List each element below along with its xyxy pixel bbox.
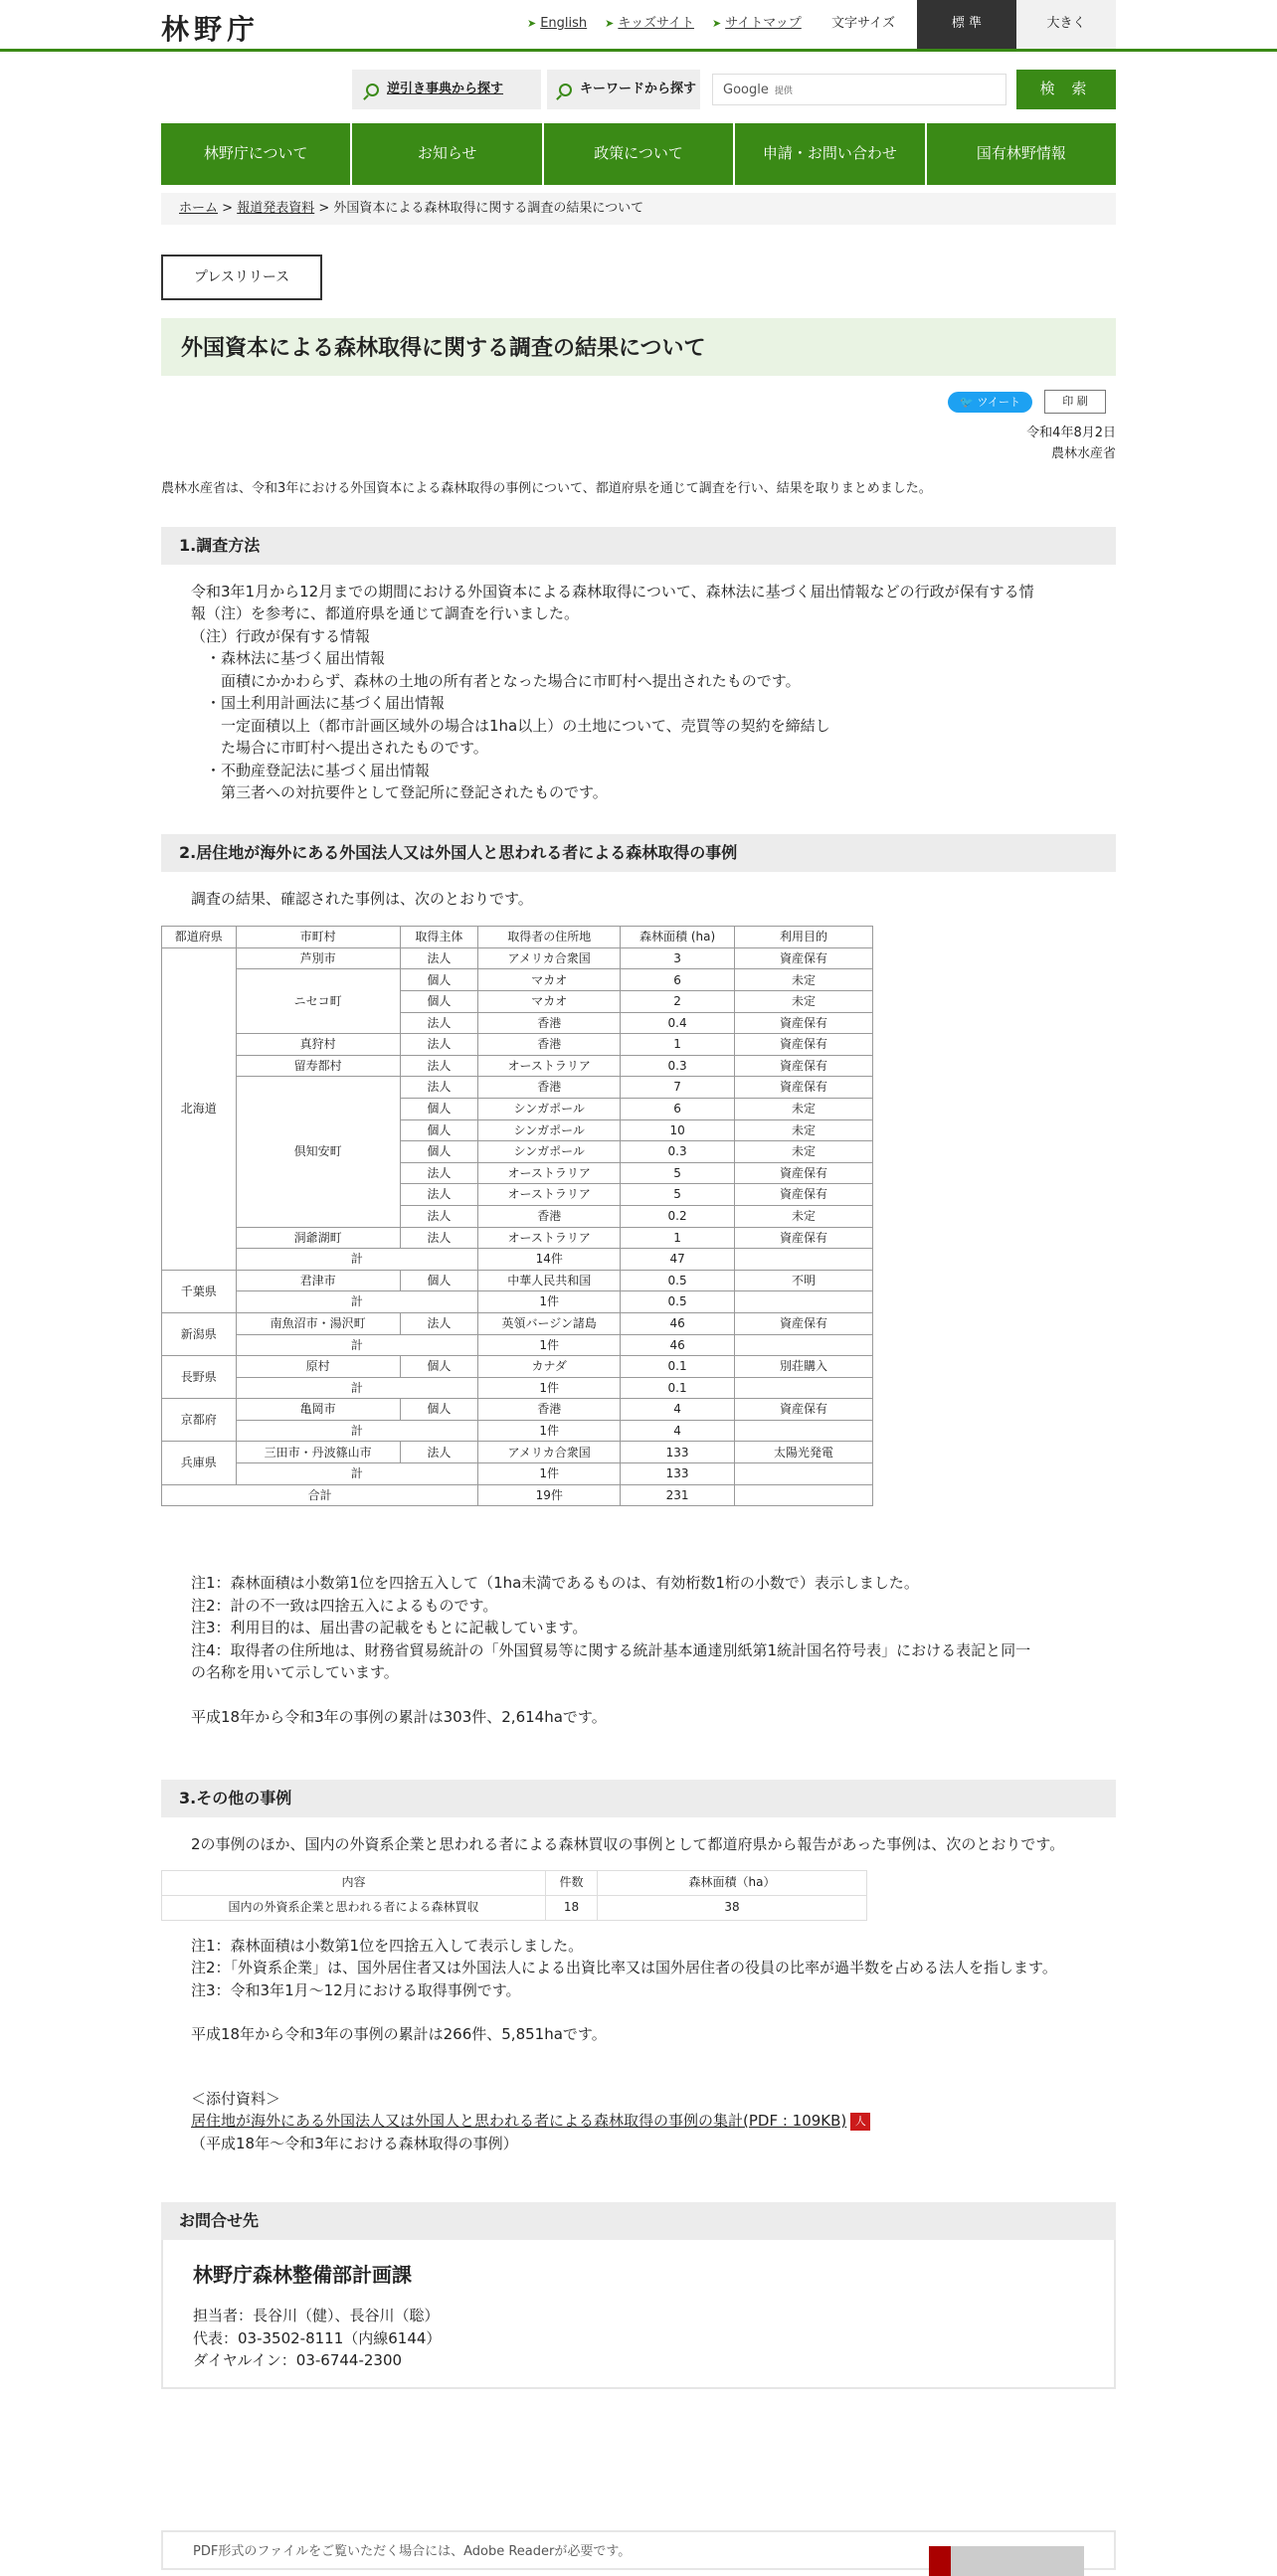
page-title: 外国資本による森林取得に関する調査の結果について	[161, 318, 1116, 376]
method-line: 令和3年1月から12月までの期間における外国資本による森林取得について、森林法に基づく届出情報などの行政が保有する情	[191, 582, 1034, 601]
subtotal-row	[162, 1463, 873, 1485]
table-cell: 個人	[400, 1141, 478, 1163]
font-size-standard-button[interactable]: 標 準	[917, 0, 1016, 49]
subtotal-area: 0.1	[621, 1377, 735, 1399]
table-cell: オーストラリア	[478, 1184, 621, 1206]
method-line: 面積にかかわらず、森林の土地の所有者となった場合に市町村へ提出されたものです。	[191, 671, 801, 690]
table-cell: 個人	[400, 1270, 478, 1291]
municipality-cell: 芦別市	[236, 947, 400, 969]
attachment-block	[161, 2088, 1116, 2155]
table-cell: 3	[621, 947, 735, 969]
subtotal-count: 14件	[478, 1249, 621, 1271]
table-cell: 資産保有	[735, 947, 873, 969]
adobe-reader-banner[interactable]	[929, 2546, 1084, 2576]
table-cell: 未定	[735, 1119, 873, 1141]
subtotal-count: 1件	[478, 1291, 621, 1313]
attachment-note: （平成18年～令和3年における森林取得の事例）	[191, 2134, 518, 2152]
table-header: 市町村	[236, 927, 400, 948]
table-cell: 未定	[735, 1205, 873, 1227]
contact-section	[161, 2202, 1116, 2389]
search-submit-button[interactable]: 検 索	[1016, 70, 1116, 109]
foreign-cases-notes	[161, 1572, 1116, 1684]
prefecture-cell: 新潟県	[162, 1312, 237, 1355]
note-line: 注1：森林面積は小数第1位を四捨五入して（1ha未満であるものは、有効桁数1桁の小数で）表示しました。	[191, 1574, 919, 1593]
table-cell: 6	[621, 1098, 735, 1119]
prefecture-cell: 北海道	[162, 947, 237, 1270]
table-cell: 0.1	[621, 1356, 735, 1378]
search-input[interactable]: Google 提供	[712, 74, 1006, 105]
index-search-button[interactable]: 逆引き事典から探す	[352, 70, 541, 109]
chevron-right-icon: ➤	[527, 17, 537, 30]
contact-org: 林野庁森林整備部計画課	[193, 2263, 412, 2288]
table-row	[162, 1312, 873, 1334]
table-header: 森林面積 (ha)	[621, 927, 735, 948]
table-cell: 個人	[400, 991, 478, 1013]
grand-total-area: 231	[621, 1484, 735, 1506]
table-header-row	[162, 1870, 867, 1895]
table-cell: 資産保有	[735, 1162, 873, 1184]
contact-person: 担当者：長谷川（健）、長谷川（聡）	[193, 2307, 440, 2325]
table-cell: 未定	[735, 1098, 873, 1119]
global-nav	[161, 123, 1116, 185]
main-content	[161, 255, 1116, 2389]
note-line: 注2：「外資系企業」は、国外居住者又は外国法人による出資比率又は国外居住者の役員の比率が過半数を占める法人を指します。	[191, 1959, 1057, 1977]
subtotal-label: 計	[236, 1420, 478, 1442]
table-cell: 46	[621, 1312, 735, 1334]
foreign-cumulative: 平成18年から令和3年の事例の累計は303件、2,614haです。	[191, 1707, 607, 1726]
table-row	[162, 1055, 873, 1077]
table-row	[162, 1399, 873, 1421]
section-heading-foreign-cases: 2.居住地が海外にある外国法人又は外国人と思われる者による森林取得の事例	[161, 834, 1116, 872]
empty-cell	[735, 1334, 873, 1356]
table-row	[162, 1270, 873, 1291]
table-cell: 4	[621, 1399, 735, 1421]
breadcrumb-home[interactable]: ホーム	[179, 201, 219, 216]
utility-links	[527, 14, 802, 34]
press-release-badge: プレスリリース	[161, 255, 322, 300]
table-cell: 個人	[400, 1119, 478, 1141]
table-cell: 香港	[478, 1012, 621, 1034]
municipality-cell: 洞爺湖町	[236, 1227, 400, 1249]
table-header: 取得者の住所地	[478, 927, 621, 948]
method-line: ・不動産登記法に基づく届出情報	[191, 761, 431, 779]
table-cell: 0.5	[621, 1270, 735, 1291]
subtotal-area: 4	[621, 1420, 735, 1442]
subtotal-count: 1件	[478, 1463, 621, 1485]
table-cell: 資産保有	[735, 1055, 873, 1077]
contact-direct: ダイヤルイン：03-6744-2300	[193, 2351, 403, 2370]
table-row	[162, 947, 873, 969]
table-cell: 法人	[400, 1012, 478, 1034]
lead-text: 農林水産省は、令和3年における外国資本による森林取得の事例について、都道府県を通じて調査を行い、結果を取りまとめました。	[161, 480, 932, 496]
table-cell: 法人	[400, 1162, 478, 1184]
attachment-pdf-link[interactable]: 居住地が海外にある外国法人又は外国人と思われる者による森林取得の事例の集計(PDF : 109KB)	[191, 2112, 847, 2131]
empty-cell	[735, 1463, 873, 1485]
table-cell: 6	[621, 969, 735, 991]
ministry-name: 農林水産省	[1050, 445, 1116, 461]
table-cell: 10	[621, 1119, 735, 1141]
section-foreign-intro: 調査の結果、確認された事例は、次のとおりです。	[191, 889, 533, 908]
grand-total-label: 合計	[162, 1484, 478, 1506]
table-cell: 法人	[400, 1034, 478, 1056]
table-cell: マカオ	[478, 969, 621, 991]
twitter-icon: 🐦	[960, 396, 975, 409]
table-cell: 中華人民共和国	[478, 1270, 621, 1291]
method-line: 第三者への対抗要件として登記所に登記されたものです。	[191, 783, 608, 802]
table-cell: オーストラリア	[478, 1227, 621, 1249]
table-cell: 7	[621, 1077, 735, 1099]
other-cumulative: 平成18年から令和3年の事例の累計は266件、5,851haです。	[191, 2025, 607, 2044]
table-cell: 資産保有	[735, 1012, 873, 1034]
table-cell: 0.3	[621, 1055, 735, 1077]
table-cell: 法人	[400, 1205, 478, 1227]
subtotal-count: 1件	[478, 1420, 621, 1442]
note-line: 注2：計の不一致は四捨五入によるものです。	[191, 1596, 498, 1615]
subtotal-count: 1件	[478, 1377, 621, 1399]
table-cell: 法人	[400, 1184, 478, 1206]
table-cell: 18	[546, 1895, 598, 1920]
table-cell: 英領バージン諸島	[478, 1312, 621, 1334]
table-cell: マカオ	[478, 991, 621, 1013]
municipality-cell: 三田市・丹波篠山市	[236, 1442, 400, 1463]
grand-total-row	[162, 1484, 873, 1506]
subtotal-row	[162, 1291, 873, 1313]
adobe-reader-note	[161, 2530, 1116, 2570]
table-cell: 1	[621, 1227, 735, 1249]
method-line: ・国土利用計画法に基づく届出情報	[191, 694, 446, 713]
chevron-right-icon: ➤	[711, 17, 722, 30]
link-sitemap[interactable]: サイトマップ	[725, 16, 802, 31]
breadcrumb: ホーム > 報道発表資料 > 外国資本による森林取得に関する調査の結果について	[161, 193, 1116, 225]
note-line: 注4：取得者の住所地は、財務省貿易統計の「外国貿易等に関する統計基本通達別紙第1統計国名符号表」における表記と同一	[191, 1640, 1031, 1659]
table-cell: 個人	[400, 1098, 478, 1119]
table-cell: 法人	[400, 1442, 478, 1463]
breadcrumb-current: 外国資本による森林取得に関する調査の結果について	[333, 201, 644, 216]
empty-cell	[735, 1377, 873, 1399]
prefecture-cell: 長野県	[162, 1356, 237, 1399]
breadcrumb-press[interactable]: 報道発表資料	[237, 201, 315, 216]
table-cell: 個人	[400, 1399, 478, 1421]
subtotal-area: 46	[621, 1334, 735, 1356]
table-cell: 太陽光発電	[735, 1442, 873, 1463]
table-cell: 香港	[478, 1399, 621, 1421]
prefecture-cell: 兵庫県	[162, 1442, 237, 1484]
nav-news[interactable]: お知らせ	[352, 123, 541, 185]
table-cell: 1	[621, 1034, 735, 1056]
empty-cell	[735, 1291, 873, 1313]
table-cell: アメリカ合衆国	[478, 1442, 621, 1463]
print-button[interactable]: 印 刷	[1044, 390, 1106, 414]
table-row	[162, 1034, 873, 1056]
table-cell: オーストラリア	[478, 1162, 621, 1184]
table-row	[162, 1356, 873, 1378]
table-header: 取得主体	[400, 927, 478, 948]
table-header: 利用目的	[735, 927, 873, 948]
nav-application[interactable]: 申請・お問い合わせ	[735, 123, 924, 185]
contact-heading: お問合せ先	[161, 2202, 1116, 2240]
table-cell: 2	[621, 991, 735, 1013]
table-header: 内容	[162, 1870, 546, 1895]
section-heading-method: 1.調査方法	[161, 527, 1116, 565]
release-date-block	[161, 424, 1116, 465]
prefecture-cell: 千葉県	[162, 1270, 237, 1312]
empty-cell	[735, 1484, 873, 1506]
table-cell: 0.3	[621, 1141, 735, 1163]
foreign-cases-table	[161, 926, 873, 1506]
subtotal-area: 0.5	[621, 1291, 735, 1313]
table-header: 森林面積（ha）	[598, 1870, 867, 1895]
other-cases-table	[161, 1870, 867, 1921]
search-icon	[559, 84, 572, 96]
section-other-intro: 2の事例のほか、国内の外資系企業と思われる者による森林買収の事例として都道府県から報告があった事例は、次のとおりです。	[191, 1835, 1065, 1854]
table-cell: シンガポール	[478, 1119, 621, 1141]
municipality-cell: 君津市	[236, 1270, 400, 1291]
table-row	[162, 1895, 867, 1920]
note-line: 注1：森林面積は小数第1位を四捨五入して表示しました。	[191, 1936, 584, 1955]
municipality-cell: 南魚沼市・湯沢町	[236, 1312, 400, 1334]
municipality-cell: ニセコ町	[236, 969, 400, 1034]
table-cell: 香港	[478, 1077, 621, 1099]
table-cell: 法人	[400, 1055, 478, 1077]
table-cell: シンガポール	[478, 1098, 621, 1119]
empty-cell	[735, 1249, 873, 1271]
method-line: （注）行政が保有する情報	[191, 626, 371, 645]
grand-total-count: 19件	[478, 1484, 621, 1506]
table-cell: 0.4	[621, 1012, 735, 1034]
table-cell: 別荘購入	[735, 1356, 873, 1378]
table-cell: 個人	[400, 969, 478, 991]
table-cell: 資産保有	[735, 1077, 873, 1099]
table-cell: 0.2	[621, 1205, 735, 1227]
section-heading-other-cases: 3.その他の事例	[161, 1780, 1116, 1817]
subtotal-row	[162, 1334, 873, 1356]
table-cell: 未定	[735, 1141, 873, 1163]
table-cell: 資産保有	[735, 1034, 873, 1056]
attachment-label: ＜添付資料＞	[191, 2089, 281, 2108]
subtotal-count: 1件	[478, 1334, 621, 1356]
table-cell: 法人	[400, 1312, 478, 1334]
subtotal-row	[162, 1249, 873, 1271]
note-line: の名称を用いて示しています。	[191, 1663, 399, 1682]
table-cell: 資産保有	[735, 1312, 873, 1334]
font-size-large-button[interactable]: 大きく	[1016, 0, 1116, 49]
table-cell: 法人	[400, 1227, 478, 1249]
table-cell: 133	[621, 1442, 735, 1463]
note-line: 注3：令和3年1月～12月における取得事例です。	[191, 1980, 521, 1999]
share-bar	[161, 386, 1116, 429]
table-cell: 法人	[400, 1077, 478, 1099]
keyword-search-button[interactable]: キーワードから探す	[547, 70, 700, 109]
method-line: 一定面積以上（都市計画区域外の場合は1ha以上）の土地について、売買等の契約を締結し	[191, 716, 830, 735]
table-header-row	[162, 927, 873, 948]
table-cell: 資産保有	[735, 1227, 873, 1249]
table-cell: シンガポール	[478, 1141, 621, 1163]
release-date: 令和4年8月2日	[1026, 426, 1116, 440]
search-icon	[366, 84, 379, 96]
table-cell: 未定	[735, 991, 873, 1013]
method-line: 報（注）を参考に、都道府県を通じて調査を行いました。	[191, 604, 580, 623]
pdf-icon: 人	[850, 2113, 870, 2131]
table-cell: 国内の外資系企業と思われる者による森林買収	[162, 1895, 546, 1920]
note-line: 注3：利用目的は、届出書の記載をもとに記載しています。	[191, 1619, 588, 1637]
table-cell: 香港	[478, 1034, 621, 1056]
table-cell: 香港	[478, 1205, 621, 1227]
subtotal-label: 計	[236, 1463, 478, 1485]
table-cell: 資産保有	[735, 1399, 873, 1421]
subtotal-label: 計	[236, 1249, 478, 1271]
municipality-cell: 留寿都村	[236, 1055, 400, 1077]
empty-cell	[735, 1420, 873, 1442]
table-cell: 5	[621, 1162, 735, 1184]
table-cell: オーストラリア	[478, 1055, 621, 1077]
subtotal-label: 計	[236, 1291, 478, 1313]
nav-policy[interactable]: 政策について	[544, 123, 733, 185]
chevron-right-icon: ➤	[605, 17, 615, 30]
table-cell: カナダ	[478, 1356, 621, 1378]
subtotal-label: 計	[236, 1377, 478, 1399]
contact-phone: 代表：03-3502-8111（内線6144）	[193, 2328, 442, 2347]
table-row	[162, 969, 873, 991]
site-logo[interactable]: 林野庁	[161, 13, 261, 46]
table-header: 都道府県	[162, 927, 237, 948]
table-row	[162, 1227, 873, 1249]
table-cell: 資産保有	[735, 1184, 873, 1206]
site-header	[0, 0, 1277, 52]
link-english[interactable]: English	[540, 16, 588, 31]
font-size-label: 文字サイズ	[831, 16, 895, 31]
section-method-body	[161, 565, 1116, 804]
tweet-button[interactable]: 🐦 ツイート	[948, 392, 1032, 413]
table-cell: アメリカ合衆国	[478, 947, 621, 969]
nav-about[interactable]: 林野庁について	[161, 123, 350, 185]
table-row	[162, 1077, 873, 1099]
prefecture-cell: 京都府	[162, 1399, 237, 1442]
table-cell: 不明	[735, 1270, 873, 1291]
municipality-cell: 真狩村	[236, 1034, 400, 1056]
table-cell: 38	[598, 1895, 867, 1920]
municipality-cell: 倶知安町	[236, 1077, 400, 1227]
subtotal-area: 47	[621, 1249, 735, 1271]
table-row	[162, 1442, 873, 1463]
table-cell: 法人	[400, 947, 478, 969]
nav-national-forest[interactable]: 国有林野情報	[927, 123, 1116, 185]
subtotal-row	[162, 1420, 873, 1442]
table-header: 件数	[546, 1870, 598, 1895]
subtotal-area: 133	[621, 1463, 735, 1485]
table-cell: 個人	[400, 1356, 478, 1378]
table-cell: 5	[621, 1184, 735, 1206]
contact-box	[161, 2240, 1116, 2389]
method-line: た場合に市町村へ提出されたものです。	[191, 739, 488, 758]
subtotal-label: 計	[236, 1334, 478, 1356]
link-kids[interactable]: キッズサイト	[618, 16, 694, 31]
subtotal-row	[162, 1377, 873, 1399]
municipality-cell: 原村	[236, 1356, 400, 1378]
method-line: ・森林法に基づく届出情報	[191, 649, 386, 668]
other-cases-notes	[161, 1935, 1116, 2002]
table-cell: 未定	[735, 969, 873, 991]
reader-note-text: PDF形式のファイルをご覧いただく場合には、Adobe Readerが必要です。	[193, 2544, 632, 2559]
municipality-cell: 亀岡市	[236, 1399, 400, 1421]
